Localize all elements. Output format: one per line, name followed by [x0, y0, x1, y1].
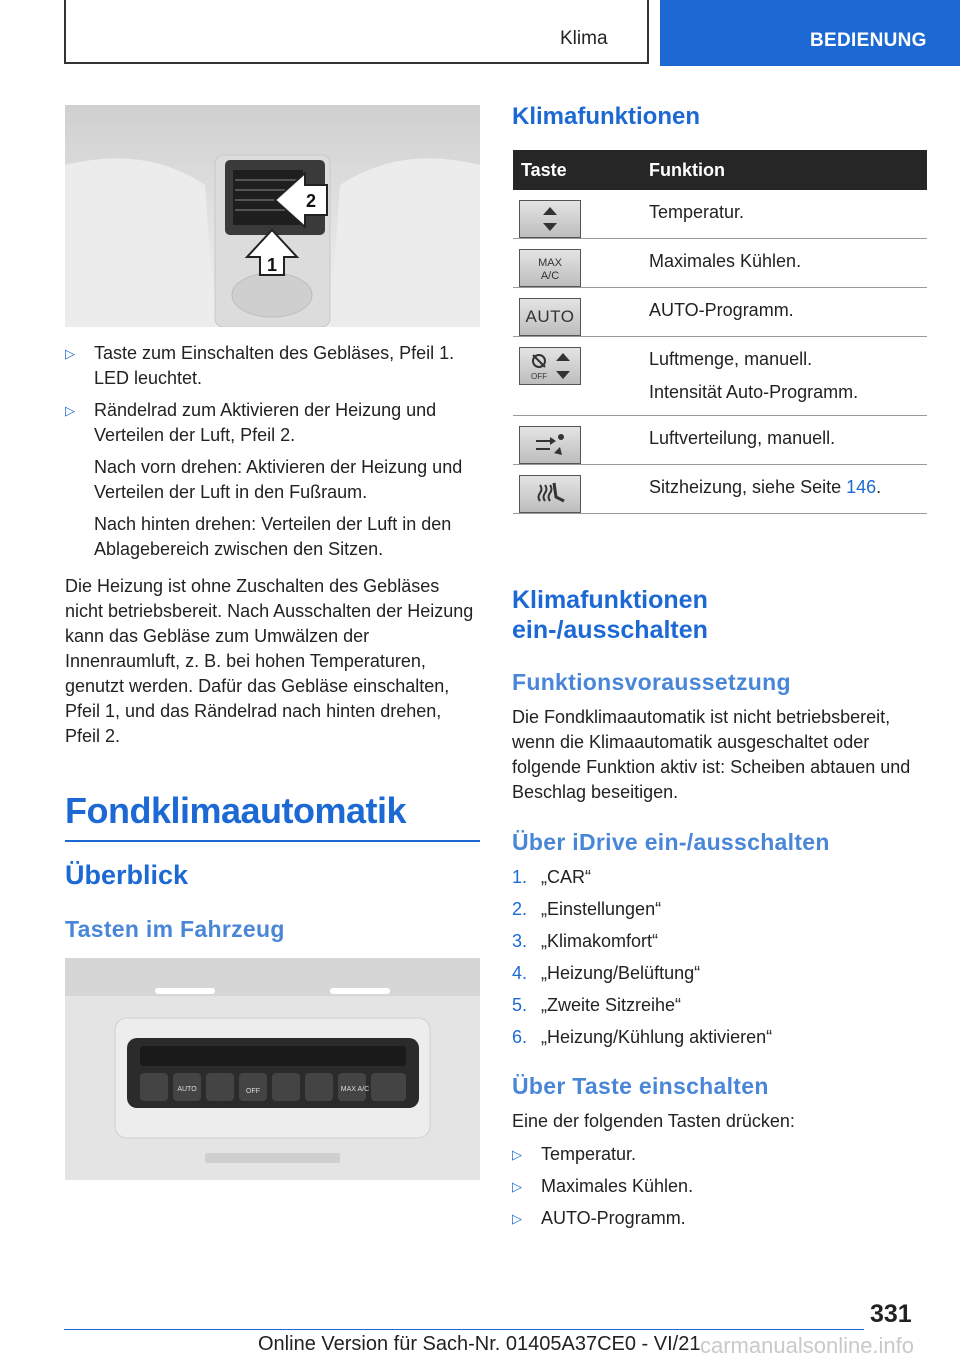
list-item: ▷ Temperatur. — [512, 1142, 930, 1167]
temperature-arrows-icon — [519, 200, 581, 238]
panel-auto-label: AUTO — [177, 1086, 197, 1093]
air-distribution-icon — [519, 426, 581, 464]
svg-text:A/C: A/C — [540, 270, 560, 282]
col-header-key: Taste — [513, 150, 649, 190]
heading-prerequisite: Funktionsvoraussetzung — [512, 669, 791, 695]
blower-bullets — [65, 341, 480, 562]
list-item: 5. „Zweite Sitzreihe“ — [512, 995, 682, 1015]
table-row: Luftverteilung, manuell. — [513, 416, 927, 465]
idrive-steps — [512, 865, 930, 1057]
prerequisite-text: Die Fondklimaautomatik ist nicht betriebsbereit, wenn die Klimaautomatik ausgeschaltet oder folgende Funktion aktiv ist: Scheiben abtauen und Beschlag beseitigen. — [512, 707, 911, 802]
max-ac-icon — [519, 249, 581, 287]
bullet-triangle-icon: ▷ — [65, 403, 75, 418]
list-item: 6. „Heizung/Kühlung aktivieren“ — [512, 1027, 773, 1047]
list-item: ▷ Maximales Kühlen. — [512, 1174, 930, 1199]
table-row: Temperatur. — [513, 190, 927, 239]
watermark: carmanualsonline.info — [700, 1333, 915, 1358]
sub-paragraph: Nach vorn drehen: Aktivieren der Heizung und Verteilen der Luft in den Fußraum. — [94, 457, 463, 502]
footer-divider — [64, 1329, 864, 1330]
bullet-triangle-icon: ▷ — [65, 346, 75, 361]
online-version-text: Online Version für Sach-Nr. 01405A37CE0 - VI/21 — [258, 1333, 701, 1355]
panel-max-ac-label: MAX A/C — [340, 1086, 370, 1093]
list-item: ▷ Taste zum Einschalten des Gebläses, Pfeil 1. LED leuchtet. — [65, 343, 455, 388]
chapter-title: Klima — [560, 28, 608, 49]
svg-text:OFF: OFF — [531, 372, 547, 381]
list-item: 4. „Heizung/Belüftung“ — [512, 963, 701, 983]
fan-off-arrows-icon — [519, 347, 581, 385]
auto-icon: AUTO — [519, 298, 581, 336]
bullet-triangle-icon: ▷ — [512, 1147, 522, 1162]
table-title: Klimafunktionen — [512, 103, 701, 130]
panel-off-label: OFF — [246, 1088, 260, 1095]
bullet-triangle-icon: ▷ — [512, 1179, 522, 1194]
list-item: 3. „Klimakomfort“ — [512, 931, 659, 951]
bullet-triangle-icon: ▷ — [512, 1211, 522, 1226]
svg-text:MAX: MAX — [538, 257, 562, 269]
heating-paragraph: Die Heizung ist ohne Zuschalten des Gebläses nicht betriebsbereit. Nach Ausschalten der Heizung kann das Gebläse zum Umwälzen der Innenraumluft, z. B. bei hohen Temperaturen, genutzt werden. Dafür das Gebläse einschalten, Pfeil 1, und das Rändelrad nach hinten drehen, Pfeil 2. — [65, 576, 474, 746]
title-underline — [65, 840, 480, 842]
heading-buttons: Tasten im Fahrzeug — [65, 916, 285, 942]
section-title: Klimafunktionen ein-/ausschalten — [512, 586, 708, 644]
section-tab[interactable]: BEDIENUNG — [660, 0, 960, 66]
list-item: 1. „CAR“ — [512, 867, 591, 887]
photo-rear-panel — [65, 958, 480, 1180]
heading-button-on: Über Taste einschalten — [512, 1073, 769, 1099]
photo-blower-controls — [65, 105, 480, 327]
page-link-146[interactable]: 146 — [846, 477, 877, 497]
page-number: 331 — [870, 1300, 912, 1328]
button-on-text: Eine der folgenden Tasten drücken: — [512, 1111, 795, 1131]
arrow-2-label: 2 — [305, 191, 317, 211]
table-row: MAX A/C Maximales Kühlen. — [513, 239, 927, 288]
list-item: 2. „Einstellungen“ — [512, 899, 662, 919]
heading-overview: Überblick — [65, 860, 189, 890]
seat-heating-icon — [519, 475, 581, 513]
col-header-function: Funktion — [649, 150, 927, 190]
table-row: Sitzheizung, siehe Seite 146. — [513, 465, 927, 514]
table-row: AUTO AUTO-Programm. — [513, 288, 927, 337]
sub-paragraph: Nach hinten drehen: Verteilen der Luft in den Ablagebereich zwischen den Sitzen. — [94, 514, 452, 559]
button-bullets — [512, 1142, 930, 1231]
arrow-1-label: 1 — [266, 255, 278, 275]
heading-idrive: Über iDrive ein-/ausschalten — [512, 829, 830, 855]
list-item: ▷ Rändelrad zum Aktivieren der Heizung und Verteilen der Luft, Pfeil 2. Nach vorn drehen: Aktivieren der Heizung und Verteilen der Luft in den Fußraum. Nach hinten drehen: Verteilen der Luft in den Ablagebereich zwischen den Sitzen. — [65, 398, 480, 562]
list-item: ▷ AUTO-Programm. — [512, 1206, 930, 1231]
page-title: Fondklimaautomatik — [65, 790, 407, 831]
table-row: OFF Luftmenge, manuell. Intensität Auto-Programm. — [513, 337, 927, 416]
functions-table — [513, 150, 927, 514]
